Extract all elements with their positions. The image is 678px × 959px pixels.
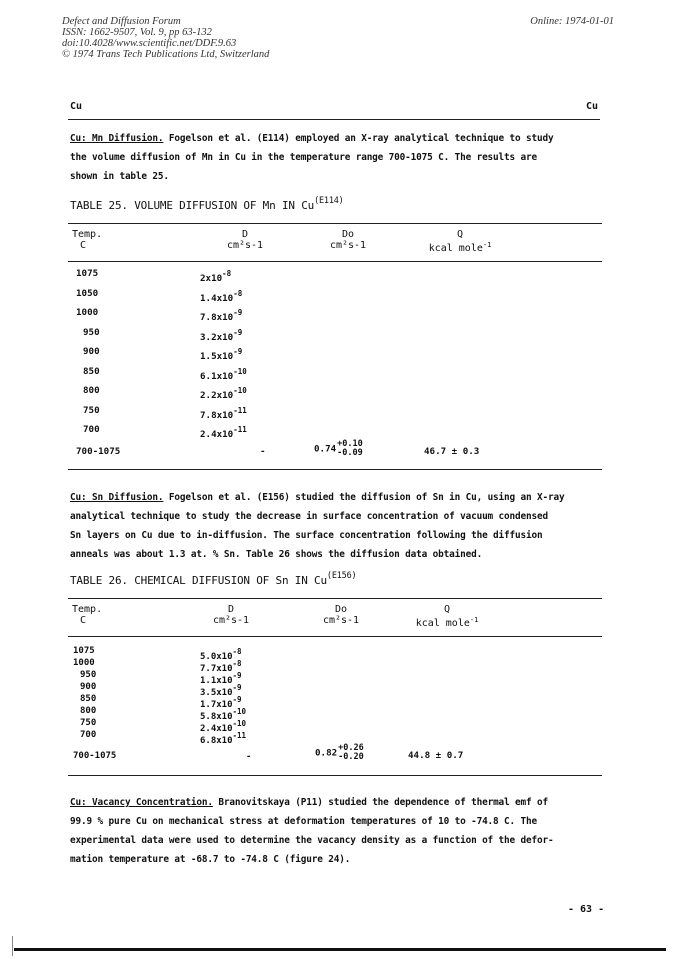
row-temp: 850	[80, 694, 97, 704]
table-rule-top	[68, 598, 602, 599]
d-mantissa: 1.1x10	[200, 676, 233, 686]
d-exponent: -9	[233, 308, 243, 317]
header-unit: cm²s-1	[212, 615, 250, 626]
d-exponent: -8	[233, 288, 243, 298]
table-26-title	[70, 571, 356, 587]
row-d-value	[200, 385, 247, 402]
header-text: Q	[443, 604, 451, 615]
d-exponent: -10	[232, 719, 247, 728]
header-text: Q	[456, 229, 464, 240]
row-temp: 1075	[76, 268, 99, 279]
row-temp: 1000	[73, 658, 95, 668]
section-sn-diffusion	[70, 488, 565, 564]
row-temp: 800	[83, 385, 100, 396]
header-unit: cm²s-1	[322, 615, 360, 626]
table-title-text: TABLE 25. VOLUME DIFFUSION OF Mn IN Cu	[70, 199, 315, 212]
row-d-value	[200, 346, 242, 363]
para-line: Fogelson et al. (E114) employed an X-ray analytical technique to study	[163, 133, 554, 144]
do-plus: +0.10	[337, 439, 363, 449]
col-header-temp	[72, 229, 102, 251]
header-unit: C	[80, 240, 87, 251]
header-unit: C	[80, 615, 87, 626]
row-temp: 950	[83, 326, 100, 338]
d-mantissa: 5.8x10	[200, 712, 233, 722]
copyright-line: © 1974 Trans Tech Publications Ltd, Switzerland	[62, 49, 270, 60]
table-rule-bottom	[68, 775, 602, 776]
do-plus: +0.26	[338, 743, 364, 753]
d-exponent: -10	[233, 386, 247, 395]
para-line: Sn layers on Cu due to in-diffusion. The surface concentration following the diffusion	[70, 530, 543, 541]
d-exponent: -9	[233, 347, 243, 356]
row-d-value	[200, 730, 246, 747]
d-exponent: -8	[232, 659, 242, 668]
header-text: D	[227, 604, 235, 615]
d-exponent: -9	[232, 671, 242, 680]
section-heading: Cu: Sn Diffusion.	[70, 492, 164, 503]
d-mantissa: 2.4x10	[200, 724, 233, 734]
header-exp: -1	[469, 616, 479, 624]
row-temp: 900	[83, 346, 100, 357]
d-mantissa: 5.0x10	[200, 652, 233, 662]
header-text: D	[241, 229, 249, 240]
header-exp: -1	[482, 241, 492, 249]
table-rule-header	[68, 261, 602, 262]
journal-header	[62, 16, 269, 60]
summary-temp: 700-1075	[73, 751, 117, 761]
d-mantissa: 3.5x10	[200, 688, 233, 698]
row-temp: 900	[80, 682, 97, 692]
d-exponent: -11	[233, 425, 247, 434]
d-mantissa: 1.7x10	[200, 700, 233, 710]
d-exponent: -9	[233, 327, 243, 337]
col-header-do	[296, 604, 386, 626]
header-unit: kcal mole	[428, 243, 483, 254]
header-unit: cm²s-1	[226, 240, 264, 251]
d-mantissa: 2.2x10	[200, 390, 234, 401]
row-d-value	[200, 327, 242, 344]
para-line: analytical technique to study the decrease in surface concentration of vacuum condensed	[70, 511, 548, 522]
row-temp: 750	[83, 404, 100, 416]
running-head-right: Cu	[585, 101, 598, 112]
d-mantissa: 2x10	[200, 273, 223, 284]
para-line: experimental data were used to determine the vacancy density as a function of the defor-	[70, 835, 554, 846]
d-exponent: -10	[233, 366, 247, 376]
table-title-text: TABLE 26. CHEMICAL DIFFUSION OF Sn IN Cu	[70, 574, 327, 587]
para-line: Fogelson et al. (E156) studied the diffusion of Sn in Cu, using an X-ray	[163, 492, 565, 503]
d-exponent: -11	[232, 731, 247, 740]
row-d-value	[200, 268, 231, 285]
running-head-left: Cu	[70, 101, 83, 112]
d-mantissa: 7.7x10	[200, 664, 233, 674]
row-d-value	[200, 288, 242, 305]
row-temp: 1050	[76, 287, 99, 299]
table-rule-header	[68, 636, 602, 637]
row-temp: 750	[80, 718, 97, 728]
table-title-ref: (E156)	[326, 571, 357, 581]
summary-q: 44.8 ± 0.7	[408, 750, 464, 761]
col-header-do	[303, 229, 393, 251]
section-mn-diffusion	[70, 129, 554, 186]
para-line: Branovitskaya (P11) studied the dependence of thermal emf of	[212, 797, 549, 808]
col-header-q	[392, 604, 502, 629]
d-exponent: -10	[232, 707, 247, 716]
table-25-title	[70, 196, 344, 212]
page-bottom-bar	[14, 948, 666, 951]
row-temp: 850	[83, 365, 100, 377]
d-mantissa: 6.8x10	[200, 736, 233, 746]
header-unit: kcal mole	[415, 618, 470, 629]
para-line: anneals was about 1.3 at. % Sn. Table 26 shows the diffusion data obtained.	[70, 549, 483, 560]
para-line: shown in table 25.	[70, 171, 169, 182]
summary-do	[315, 744, 364, 762]
header-text: Do	[341, 229, 355, 240]
para-line: mation temperature at -68.7 to -74.8 C (figure 24).	[70, 854, 351, 865]
d-mantissa: 2.4x10	[200, 429, 234, 440]
d-exponent: -11	[233, 405, 247, 415]
page-number: - 63 -	[568, 904, 605, 915]
row-temp: 800	[80, 706, 97, 716]
header-unit: cm²s-1	[329, 240, 367, 251]
row-temp: 700	[80, 730, 97, 740]
d-exponent: -9	[232, 683, 242, 692]
do-minus: -0.09	[337, 448, 363, 458]
table-rule-top	[68, 223, 602, 224]
para-line: the volume diffusion of Mn in Cu in the temperature range 700-1075 C. The results are	[70, 152, 538, 163]
table-title-ref: (E114)	[314, 196, 344, 206]
d-exponent: -8	[222, 269, 232, 278]
row-temp: 1075	[73, 646, 95, 656]
d-exponent: -8	[232, 647, 242, 656]
doi-line: doi:10.4028/www.scientific.net/DDF.9.63	[62, 38, 237, 49]
summary-q: 46.7 ± 0.3	[424, 446, 480, 457]
do-value: 0.74	[314, 443, 337, 455]
summary-do	[314, 440, 363, 458]
col-header-d	[186, 604, 276, 626]
row-temp: 950	[80, 670, 97, 680]
row-d-value	[200, 405, 247, 422]
d-mantissa: 3.2x10	[200, 331, 234, 343]
table-rule-bottom	[68, 469, 602, 470]
para-line: 99.9 % pure Cu on mechanical stress at deformation temperatures of 10 to -74.8 C. The	[70, 816, 538, 827]
row-d-value	[200, 307, 242, 324]
d-mantissa: 6.1x10	[200, 370, 234, 382]
summary-d: -	[246, 752, 252, 762]
running-head-rule	[68, 119, 600, 120]
do-value: 0.82	[315, 747, 338, 759]
do-minus: -0.20	[338, 752, 364, 762]
row-d-value	[200, 366, 247, 383]
col-header-d	[200, 229, 290, 251]
scan-edge-mark	[12, 936, 13, 956]
journal-name: Defect and Diffusion Forum	[62, 16, 181, 27]
section-vacancy-concentration	[70, 793, 554, 869]
header-text: Do	[334, 604, 348, 615]
col-header-temp	[72, 604, 102, 626]
summary-temp: 700-1075	[76, 446, 121, 457]
d-mantissa: 7.8x10	[200, 409, 234, 421]
issn-line: ISSN: 1662-9507, Vol. 9, pp 63-132	[62, 27, 212, 38]
header-text: Temp.	[72, 229, 103, 240]
row-temp: 700	[83, 424, 100, 435]
col-header-q	[405, 229, 515, 254]
online-date: Online: 1974-01-01	[530, 16, 614, 27]
row-temp: 1000	[76, 307, 99, 318]
summary-d: -	[260, 446, 266, 457]
section-heading: Cu: Vacancy Concentration.	[70, 797, 213, 808]
row-d-value	[200, 424, 247, 441]
header-text: Temp.	[72, 604, 103, 615]
d-mantissa: 1.4x10	[200, 292, 234, 304]
section-heading: Cu: Mn Diffusion.	[70, 133, 164, 144]
d-mantissa: 1.5x10	[200, 351, 234, 362]
d-exponent: -9	[232, 695, 242, 704]
d-mantissa: 7.8x10	[200, 312, 234, 323]
